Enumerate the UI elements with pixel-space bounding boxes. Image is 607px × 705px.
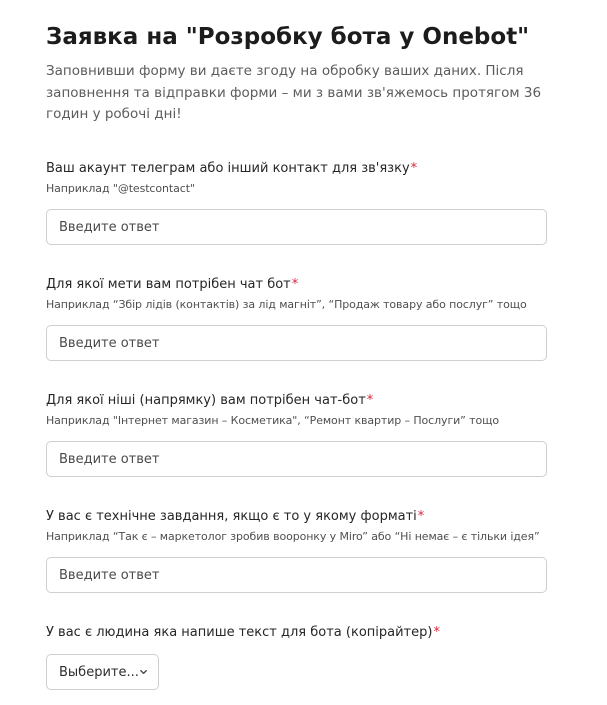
- chevron-down-icon: [139, 667, 148, 677]
- question-label: Для якої мети вам потрібен чат бот*: [46, 277, 299, 292]
- purpose-answer-input[interactable]: [46, 325, 547, 361]
- required-star: *: [291, 277, 299, 292]
- required-star: *: [433, 625, 440, 640]
- contact-answer-input[interactable]: [46, 209, 547, 245]
- question-label: У вас є людина яка напише текст для бота (копірайтер)*: [46, 625, 440, 640]
- tech-spec-answer-input[interactable]: [46, 557, 547, 593]
- question-label: У вас є технічне завдання, якщо є то у якому форматі*: [46, 509, 425, 524]
- question-purpose: [46, 276, 547, 361]
- question-label: Ваш акаунт телеграм або інший контакт для зв'язку*: [46, 161, 418, 176]
- question-tech-spec: [46, 508, 547, 593]
- question-hint: Наприклад "Інтернет магазин – Косметика", “Ремонт квартир – Послуги” тощо: [46, 414, 500, 427]
- required-star: *: [417, 509, 425, 524]
- question-label: Для якої ніші (напрямку) вам потрібен чат-бот*: [46, 393, 374, 408]
- niche-answer-input[interactable]: [46, 441, 547, 477]
- question-copywriter: [46, 624, 547, 690]
- required-star: *: [366, 393, 374, 408]
- question-hint: Наприклад “Збір лідів (контактів) за лід магніт”, “Продаж товару або послуг” тощо: [46, 298, 527, 311]
- question-hint: Наприклад “Так є – маркетолог зробив вооронку у Miro” або “Ні немає – є тільки ідея”: [46, 530, 540, 543]
- question-niche: [46, 392, 547, 477]
- copywriter-select[interactable]: [46, 654, 159, 690]
- required-star: *: [410, 161, 418, 176]
- copywriter-select-value: Выберите...: [59, 664, 139, 680]
- question-hint: Наприклад "@testcontact": [46, 182, 195, 195]
- question-contact: [46, 160, 547, 245]
- form-description: Заповнивши форму ви даєте згоду на обробку ваших даних. Після заповнення та відправки форми – ми з вами зв'яжемось протягом 36 годин у робочі дні!: [46, 63, 542, 122]
- form-title: Заявка на "Розробку бота у Onebot": [46, 24, 530, 50]
